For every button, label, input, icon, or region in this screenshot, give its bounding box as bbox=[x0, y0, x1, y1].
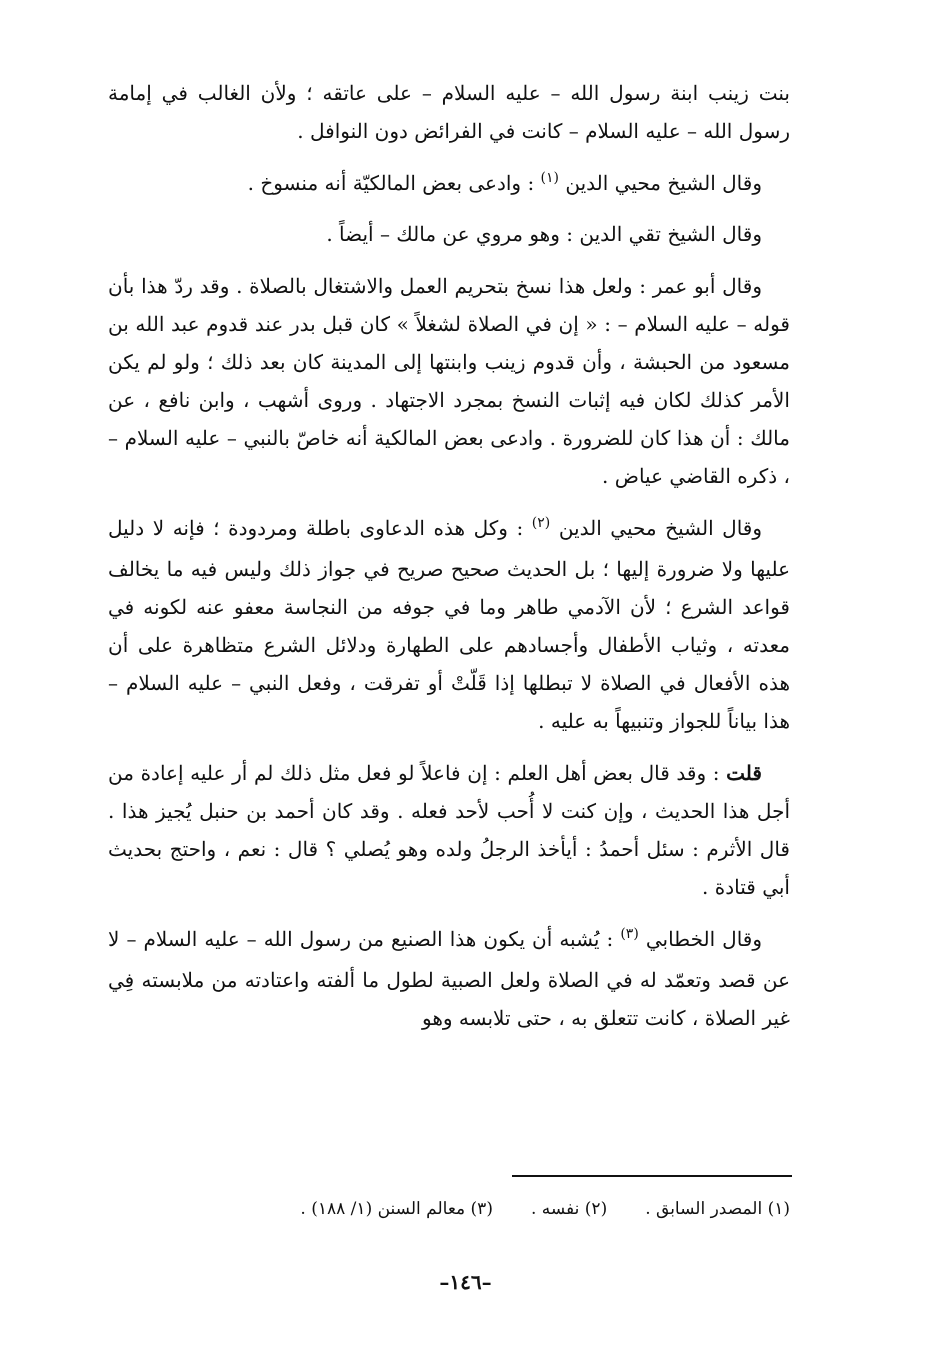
paragraph-5-end: : وكل هذه الدعاوى باطلة ومردودة ؛ فإنه لا دليل عليها ولا ضرورة إليها ؛ بل الحديث صحيح صريح في جواز ذلك وليس فيه ما يخالف قواعد الشرع ؛ لأن الآدمي طاهر وما في جوفه من النجاسة معفو عنه لكونه في معدته ، وثياب الأطفال وأجسادهم على الطهارة ودلائل الشرع متظاهرة على أن هذه الأفعال في الصلاة لا تبطلها إذا قَلّتْ أو تفرقت ، وفعل النبي – عليه السلام – هذا بياناً للجواز وتنبيهاً به عليه . bbox=[108, 516, 790, 733]
paragraph-7-end: : يُشبه أن يكون هذا الصنيع من رسول الله – عليه السلام – لا عن قصد وتعمّد له في الصلاة ولعل الصبية لطول ما ألفته واعتادته من ملابسته فِي غير الصلاة ، كانت تتعلق به ، حتى تلابسه وهو bbox=[108, 927, 790, 1030]
footnote-2: (٢) نفسه . bbox=[530, 1199, 608, 1219]
paragraph-4: وقال أبو عمر : ولعل هذا نسخ بتحريم العمل والاشتغال بالصلاة . وقد ردّ هذا بأن قوله – عليه السلام – : « إن في الصلاة لشغلاً » كان قبل بدر عند قدوم عبد الله بن مسعود من الحبشة ، وأن قدوم زينب وابنتها إلى المدينة كان بعد ذلك ؛ ولو لم يكن الأمر كذلك لكان فيه إثبات النسخ بمجرد الاجتهاد . وروى أشهب ، وابن نافع ، عن مالك : أن هذا كان للضرورة . وادعى بعض المالكية أنه خاصّ بالنبي – عليه السلام – ، ذكره القاضي عياض . bbox=[108, 274, 790, 488]
paragraph-6 bbox=[108, 754, 790, 906]
paragraph-6-rest: : وقد قال بعض أهل العلم : إن فاعلاً لو فعل مثل ذلك لم أر عليه إعادة من أجل هذا الحديث ، وإن كنت لا أُحب لأحد فعله . وقد كان أحمد بن حنبل يُجيز هذا . قال الأثرم : سئل أحمدُ : أيأخذ الرجلُ ولده وهو يُصلي ؟ قال : نعم ، واحتج بحديث أبي قتادة . bbox=[108, 761, 790, 899]
paragraph-2 bbox=[108, 164, 790, 205]
paragraph-5 bbox=[108, 509, 790, 740]
paragraph-7-start: وقال الخطابي bbox=[645, 927, 763, 951]
footnote-3: (٣) معالم السنن (١/ ١٨٨) . bbox=[300, 1199, 493, 1219]
footnote-ref-2: (٢) bbox=[531, 515, 551, 531]
paragraph-1: بنت زينب ابنة رسول الله – عليه السلام – على عاتقه ؛ ولأن الغالب في إمامة رسول الله – عليه السلام – كانت في الفرائض دون النوافل . bbox=[108, 81, 790, 143]
footnote-1: (١) المصدر السابق . bbox=[645, 1199, 790, 1219]
footnote-ref-3: (٣) bbox=[620, 926, 639, 942]
footnotes bbox=[140, 1196, 790, 1222]
footnote-separator bbox=[512, 1175, 792, 1177]
page-number: –١٤٦– bbox=[439, 1270, 492, 1294]
paragraph-7 bbox=[108, 920, 790, 1037]
paragraph-2-start: وقال الشيخ محيي الدين bbox=[565, 171, 762, 195]
main-text bbox=[108, 74, 790, 1051]
paragraph-5-start: وقال الشيخ محيي الدين bbox=[558, 516, 763, 540]
paragraph-2-end: : وادعى بعض المالكيّة أنه منسوخ . bbox=[247, 171, 535, 195]
paragraph-6-lead: قلت bbox=[726, 761, 762, 785]
paragraph-3: وقال الشيخ تقي الدين : وهو مروي عن مالك – أيضاً . bbox=[326, 222, 762, 246]
footnote-ref-1: (١) bbox=[540, 170, 560, 186]
